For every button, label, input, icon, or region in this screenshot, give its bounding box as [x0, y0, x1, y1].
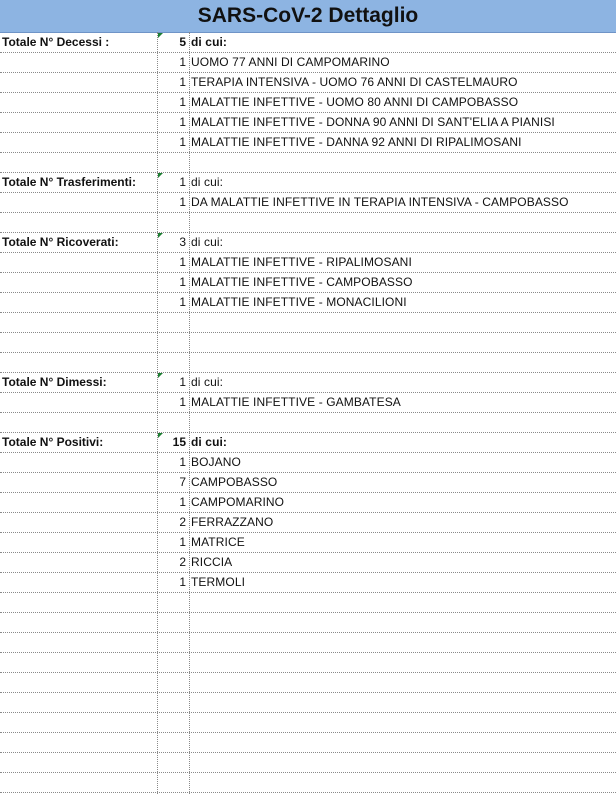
- table-row: [0, 453, 616, 473]
- row-count[interactable]: 5: [179, 35, 186, 49]
- table-row: [0, 293, 616, 313]
- table-row: [0, 673, 616, 693]
- row-label[interactable]: [2, 493, 156, 512]
- row-label[interactable]: [2, 73, 156, 92]
- row-count[interactable]: 1: [179, 275, 186, 289]
- row-label[interactable]: [2, 393, 156, 412]
- row-description[interactable]: MALATTIE INFETTIVE - GAMBATESA: [191, 395, 401, 409]
- row-label[interactable]: [2, 473, 156, 492]
- row-label[interactable]: [2, 353, 156, 372]
- table-row: [0, 233, 616, 253]
- row-description[interactable]: [191, 773, 616, 792]
- row-label[interactable]: [2, 133, 156, 152]
- row-description[interactable]: [191, 413, 616, 432]
- row-description[interactable]: FERRAZZANO: [191, 515, 274, 529]
- row-label[interactable]: [2, 553, 156, 572]
- row-description[interactable]: [191, 693, 616, 712]
- row-count[interactable]: 1: [179, 535, 186, 549]
- row-label[interactable]: Totale N° Dimessi:: [2, 375, 107, 389]
- row-description[interactable]: di cui:: [191, 375, 224, 389]
- row-description[interactable]: RICCIA: [191, 555, 233, 569]
- row-count[interactable]: 1: [179, 495, 186, 509]
- cell-note-marker: [158, 233, 163, 238]
- cell-note-marker: [158, 433, 163, 438]
- row-count[interactable]: 1: [179, 95, 186, 109]
- cell-note-marker: [158, 373, 163, 378]
- row-label[interactable]: [2, 753, 156, 772]
- row-count[interactable]: 2: [179, 515, 186, 529]
- row-description[interactable]: TERMOLI: [191, 575, 246, 589]
- row-label[interactable]: [2, 93, 156, 112]
- row-description[interactable]: DA MALATTIE INFETTIVE IN TERAPIA INTENSIVA - CAMPOBASSO: [191, 195, 569, 209]
- row-label[interactable]: Totale N° Ricoverati:: [2, 235, 119, 249]
- table-row: [0, 93, 616, 113]
- row-description[interactable]: di cui:: [191, 435, 228, 449]
- row-description[interactable]: [191, 753, 616, 772]
- row-label[interactable]: [2, 613, 156, 632]
- table-row: [0, 333, 616, 353]
- row-count[interactable]: [158, 753, 188, 772]
- row-count[interactable]: 1: [179, 195, 186, 209]
- table-row: [0, 353, 616, 373]
- table-row: [0, 773, 616, 793]
- table-row: [0, 613, 616, 633]
- row-count[interactable]: 1: [179, 295, 186, 309]
- table-row: [0, 153, 616, 173]
- row-description[interactable]: [191, 733, 616, 752]
- row-description[interactable]: MALATTIE INFETTIVE - UOMO 80 ANNI DI CAMPOBASSO: [191, 95, 519, 109]
- row-description[interactable]: di cui:: [191, 175, 224, 189]
- row-label[interactable]: [2, 273, 156, 292]
- row-label[interactable]: [2, 113, 156, 132]
- row-count[interactable]: [158, 213, 188, 232]
- row-description[interactable]: TERAPIA INTENSIVA - UOMO 76 ANNI DI CASTELMAURO: [191, 75, 518, 89]
- row-description[interactable]: [191, 613, 616, 632]
- row-count[interactable]: 1: [179, 395, 186, 409]
- column-divider-label: [157, 32, 158, 794]
- table-row: [0, 113, 616, 133]
- row-count[interactable]: 1: [179, 375, 186, 389]
- row-description[interactable]: [191, 213, 616, 232]
- row-count[interactable]: 1: [179, 75, 186, 89]
- row-label[interactable]: [2, 513, 156, 532]
- row-description[interactable]: CAMPOMARINO: [191, 495, 285, 509]
- row-count[interactable]: 1: [179, 115, 186, 129]
- table-row: [0, 473, 616, 493]
- row-count[interactable]: 7: [179, 475, 186, 489]
- row-label[interactable]: [2, 593, 156, 612]
- row-label[interactable]: Totale N° Positivi:: [2, 435, 104, 449]
- row-description[interactable]: MALATTIE INFETTIVE - CAMPOBASSO: [191, 275, 413, 289]
- row-count[interactable]: 15: [172, 435, 186, 449]
- row-description[interactable]: MALATTIE INFETTIVE - MONACILIONI: [191, 295, 407, 309]
- table-row: [0, 33, 616, 53]
- column-divider-number: [189, 32, 190, 794]
- cell-note-marker: [158, 33, 163, 38]
- row-description[interactable]: MALATTIE INFETTIVE - DANNA 92 ANNI DI RIPALIMOSANI: [191, 135, 522, 149]
- row-label[interactable]: [2, 773, 156, 792]
- table-row: [0, 533, 616, 553]
- row-label[interactable]: [2, 633, 156, 652]
- row-label[interactable]: [2, 673, 156, 692]
- row-label[interactable]: [2, 213, 156, 232]
- row-count[interactable]: [158, 413, 188, 432]
- row-count[interactable]: [158, 613, 188, 632]
- row-count[interactable]: [158, 653, 188, 672]
- table-row: [0, 653, 616, 673]
- row-count[interactable]: [158, 673, 188, 692]
- row-label[interactable]: [2, 573, 156, 592]
- table-row: [0, 393, 616, 413]
- row-description[interactable]: UOMO 77 ANNI DI CAMPOMARINO: [191, 55, 390, 69]
- table-row: [0, 713, 616, 733]
- row-description[interactable]: [191, 333, 616, 352]
- row-count[interactable]: 1: [179, 55, 186, 69]
- row-label[interactable]: [2, 693, 156, 712]
- row-description[interactable]: [191, 153, 616, 172]
- row-description[interactable]: di cui:: [191, 35, 228, 49]
- table-row: [0, 633, 616, 653]
- row-count[interactable]: [158, 593, 188, 612]
- row-count[interactable]: [158, 733, 188, 752]
- row-count[interactable]: 1: [179, 255, 186, 269]
- table-row: [0, 133, 616, 153]
- row-description[interactable]: di cui:: [191, 235, 224, 249]
- row-description[interactable]: [191, 673, 616, 692]
- row-label[interactable]: [2, 413, 156, 432]
- table-row: [0, 173, 616, 193]
- row-label[interactable]: [2, 733, 156, 752]
- row-count[interactable]: [158, 713, 188, 732]
- row-count[interactable]: 1: [179, 135, 186, 149]
- row-count[interactable]: 1: [179, 175, 186, 189]
- table-row: [0, 373, 616, 393]
- table-row: [0, 73, 616, 93]
- row-description[interactable]: [191, 313, 616, 332]
- table-row: [0, 413, 616, 433]
- table-row: [0, 753, 616, 773]
- row-description[interactable]: BOJANO: [191, 455, 241, 469]
- row-description[interactable]: MALATTIE INFETTIVE - DONNA 90 ANNI DI SANT'ELIA A PIANISI: [191, 115, 555, 129]
- row-label[interactable]: Totale N° Trasferimenti:: [2, 175, 136, 189]
- table-row: [0, 273, 616, 293]
- row-description[interactable]: [191, 633, 616, 652]
- row-description[interactable]: [191, 593, 616, 612]
- row-label[interactable]: [2, 533, 156, 552]
- table-row: [0, 253, 616, 273]
- cell-note-marker: [158, 173, 163, 178]
- table-row: [0, 193, 616, 213]
- table-row: [0, 573, 616, 593]
- row-description[interactable]: [191, 653, 616, 672]
- row-label[interactable]: [2, 293, 156, 312]
- row-label[interactable]: [2, 713, 156, 732]
- table-row: [0, 593, 616, 613]
- row-description[interactable]: MATRICE: [191, 535, 245, 549]
- row-count[interactable]: [158, 693, 188, 712]
- table-row: [0, 693, 616, 713]
- row-count[interactable]: [158, 153, 188, 172]
- row-label[interactable]: [2, 53, 156, 72]
- table-row: [0, 313, 616, 333]
- row-description[interactable]: MALATTIE INFETTIVE - RIPALIMOSANI: [191, 255, 412, 269]
- row-count[interactable]: [158, 333, 188, 352]
- row-count[interactable]: 1: [179, 575, 186, 589]
- row-count[interactable]: [158, 633, 188, 652]
- row-count[interactable]: [158, 313, 188, 332]
- row-description[interactable]: [191, 353, 616, 372]
- table-row: [0, 493, 616, 513]
- row-label[interactable]: [2, 153, 156, 172]
- row-description[interactable]: [191, 713, 616, 732]
- sheet-title: SARS-CoV-2 Dettaglio: [0, 0, 616, 33]
- row-label[interactable]: [2, 193, 156, 212]
- table-row: [0, 53, 616, 73]
- row-count[interactable]: 2: [179, 555, 186, 569]
- row-label[interactable]: [2, 313, 156, 332]
- table-row: [0, 513, 616, 533]
- row-count[interactable]: 1: [179, 455, 186, 469]
- row-label[interactable]: [2, 333, 156, 352]
- table-row: [0, 213, 616, 233]
- row-label[interactable]: Totale N° Decessi :: [2, 35, 110, 49]
- table-row: [0, 433, 616, 453]
- row-description[interactable]: CAMPOBASSO: [191, 475, 278, 489]
- row-count[interactable]: 3: [179, 235, 186, 249]
- row-label[interactable]: [2, 253, 156, 272]
- row-label[interactable]: [2, 453, 156, 472]
- row-count[interactable]: [158, 353, 188, 372]
- table-row: [0, 553, 616, 573]
- row-count[interactable]: [158, 773, 188, 792]
- table-row: [0, 733, 616, 753]
- row-label[interactable]: [2, 653, 156, 672]
